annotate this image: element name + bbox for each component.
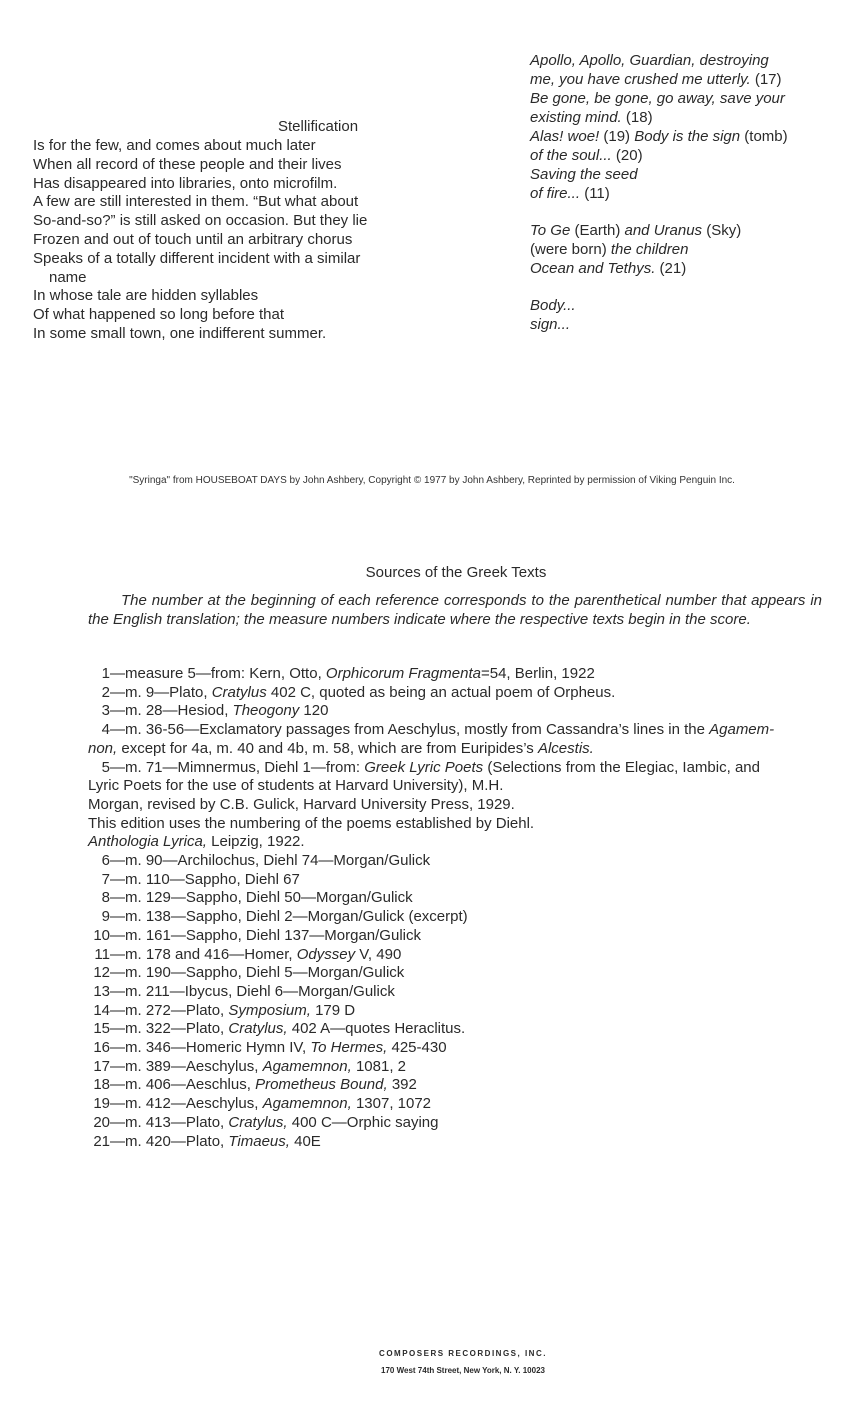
- reference-text: —m. 36-56—Exclamatory passages from Aeschylus, mostly from Cassandra’s lines in the: [110, 721, 710, 739]
- reference-title: Prometheus Bound,: [255, 1076, 388, 1094]
- reference-title: Cratylus,: [228, 1113, 288, 1131]
- reference-number: 18: [93, 1076, 110, 1094]
- poem-line: Is for the few, and comes about much later: [33, 137, 316, 154]
- reference-text: except for 4a, m. 40 and 4b, m. 58, which are from Euripides’s: [117, 739, 538, 757]
- reference-number: 15: [93, 1020, 110, 1038]
- reference-item: [88, 684, 822, 703]
- translation-italic: To Ge: [530, 222, 571, 239]
- reference-number: 1: [101, 665, 110, 682]
- poem-line: In some small town, one indifferent summer.: [33, 324, 327, 342]
- translation-line: [530, 108, 850, 127]
- translation-line: [530, 240, 850, 259]
- reference-item: [88, 1076, 822, 1095]
- poem-line: In whose tale are hidden syllables: [33, 287, 259, 305]
- reference-number: 5: [101, 758, 110, 776]
- reference-text: This edition uses the numbering of the poems established by Diehl.: [88, 814, 535, 832]
- reference-number: 19: [93, 1095, 110, 1113]
- translation-italic: Be gone, be gone, go away, save your: [530, 90, 785, 107]
- reference-item: [88, 1039, 822, 1058]
- reference-text: 402 C, quoted as being an actual poem of Orpheus.: [266, 683, 616, 701]
- translation-ref: (were born): [530, 241, 611, 258]
- translation-line: [530, 296, 850, 315]
- reference-text: —m. 9—Plato,: [110, 683, 212, 701]
- reference-item: [88, 852, 822, 871]
- reference-continuation: [88, 833, 822, 852]
- reference-title: Theogony: [232, 702, 300, 720]
- reference-number: 21: [93, 1132, 110, 1150]
- reference-title: non,: [88, 739, 118, 757]
- reference-text: —m. 129—Sappho, Diehl 50—Morgan/Gulick: [110, 889, 413, 907]
- reference-continuation: [88, 777, 822, 796]
- reference-item: [88, 1002, 822, 1021]
- poem-line: A few are still interested in them. “But what about: [33, 193, 359, 211]
- poem-body: [33, 137, 413, 344]
- reference-text: —m. 211—Ibycus, Diehl 6—Morgan/Gulick: [110, 982, 395, 1000]
- reference-text: V, 490: [355, 945, 402, 963]
- reference-title: Odyssey: [296, 945, 356, 963]
- translation-ref: (tomb): [740, 128, 788, 145]
- poem-title: Stellification: [278, 118, 359, 135]
- reference-text: 392: [387, 1076, 417, 1094]
- reference-number: 20: [93, 1113, 110, 1131]
- translation-line: [530, 184, 850, 203]
- reference-number: 13: [93, 982, 110, 1000]
- reference-text: —measure 5—from: Kern, Otto,: [110, 665, 326, 682]
- translation-italic: Alas! woe!: [530, 128, 600, 145]
- reference-item: [88, 1133, 822, 1152]
- reference-text: —m. 420—Plato,: [110, 1132, 229, 1150]
- translation-italic: Body...: [530, 297, 576, 314]
- reference-text: 1081, 2: [351, 1057, 406, 1075]
- reference-text: Morgan, revised by C.B. Gulick, Harvard University Press, 1929.: [88, 795, 515, 813]
- reference-item: [88, 1114, 822, 1133]
- translation-ref: (Earth): [570, 222, 625, 239]
- reference-item: [88, 1058, 822, 1077]
- reference-text: —m. 28—Hesiod,: [110, 702, 233, 720]
- translation-italic: sign...: [530, 316, 571, 333]
- reference-item: [88, 983, 822, 1002]
- reference-item: [88, 908, 822, 927]
- reference-title: Alcestis.: [537, 739, 594, 757]
- reference-number: 7: [101, 870, 110, 888]
- translation-italic: Saving the seed: [530, 166, 638, 183]
- reference-number: 12: [93, 964, 110, 982]
- copyright-credit: "Syringa" from HOUSEBOAT DAYS by John Ashbery, Copyright © 1977 by John Ashbery, Reprinted by permission of Viking Penguin Inc.: [129, 475, 735, 486]
- reference-item: [88, 946, 822, 965]
- reference-item: [88, 871, 822, 890]
- reference-item: [88, 889, 822, 908]
- translation-line: [530, 315, 850, 334]
- reference-text: —m. 71—Mimnermus, Diehl 1—from:: [110, 758, 365, 776]
- publisher-name: COMPOSERS RECORDINGS, INC.: [379, 1349, 547, 1358]
- reference-title: Cratylus: [211, 683, 267, 701]
- translation-ref: (18): [621, 109, 653, 126]
- publisher-address: 170 West 74th Street, New York, N. Y. 10023: [381, 1366, 545, 1375]
- translation-ref: (Sky): [702, 222, 742, 239]
- reference-text: 402 A—quotes Heraclitus.: [287, 1020, 466, 1038]
- translation-line: [530, 70, 850, 89]
- reference-text: 400 C—Orphic saying: [287, 1113, 439, 1131]
- translation-ref: (17): [750, 71, 782, 88]
- translation-ref: (21): [655, 260, 687, 277]
- reference-text: —m. 178 and 416—Homer,: [110, 945, 297, 963]
- reference-text: —m. 412—Aeschylus,: [110, 1095, 263, 1113]
- reference-number: 10: [93, 926, 110, 944]
- reference-continuation: [88, 796, 822, 815]
- reference-item: [88, 1020, 822, 1039]
- reference-text: Leipzig, 1922.: [206, 833, 305, 851]
- reference-text: 179 D: [310, 1001, 356, 1019]
- reference-text: —m. 110—Sappho, Diehl 67: [110, 870, 300, 888]
- translation-line: [530, 259, 850, 278]
- reference-title: Cratylus,: [228, 1020, 288, 1038]
- translation-line: [530, 51, 850, 70]
- reference-text: —m. 161—Sappho, Diehl 137—Morgan/Gulick: [110, 926, 421, 944]
- reference-text: —m. 389—Aeschylus,: [110, 1057, 263, 1075]
- reference-title: Agamem-: [709, 721, 775, 739]
- reference-text: —m. 138—Sappho, Diehl 2—Morgan/Gulick (excerpt): [110, 908, 468, 926]
- reference-item: [88, 721, 822, 740]
- translation-italic: Body is the sign: [634, 128, 741, 145]
- reference-item: [88, 964, 822, 983]
- reference-item: [88, 702, 822, 721]
- reference-number: 4: [101, 721, 110, 739]
- translation-ref: (11): [580, 185, 610, 202]
- translation-italic: Apollo, Apollo, Guardian, destroying: [530, 52, 769, 69]
- poem-line: Frozen and out of touch until an arbitrary chorus: [33, 230, 353, 248]
- translation-column: [530, 51, 850, 334]
- reference-continuation: [88, 815, 822, 834]
- translation-italic: existing mind.: [530, 109, 622, 126]
- poem-line: Of what happened so long before that: [33, 306, 285, 324]
- reference-title: Orphicorum Fragmenta: [325, 665, 481, 682]
- reference-title: Greek Lyric Poets: [364, 758, 484, 776]
- reference-item: [88, 665, 822, 684]
- reference-number: 11: [94, 945, 110, 963]
- reference-text: 1307, 1072: [351, 1095, 432, 1113]
- reference-title: Agamemnon,: [262, 1057, 352, 1075]
- reference-title: Timaeus,: [228, 1132, 290, 1150]
- poem-line: When all record of these people and their lives: [33, 155, 342, 173]
- reference-number: 6: [101, 852, 110, 870]
- reference-number: 14: [93, 1001, 110, 1019]
- reference-text: —m. 346—Homeric Hymn IV,: [110, 1039, 311, 1057]
- translation-italic: and Uranus: [624, 222, 703, 239]
- reference-text: —m. 272—Plato,: [110, 1001, 229, 1019]
- reference-text: Lyric Poets for the use of students at Harvard University), M.H.: [88, 777, 504, 795]
- translation-italic: Ocean and Tethys.: [530, 260, 656, 277]
- reference-text: =54, Berlin, 1922: [480, 665, 595, 682]
- reference-text: —m. 190—Sappho, Diehl 5—Morgan/Gulick: [110, 964, 405, 982]
- reference-text: —m. 322—Plato,: [110, 1020, 229, 1038]
- reference-title: To Hermes,: [310, 1039, 388, 1057]
- translation-italic: me, you have crushed me utterly.: [530, 71, 751, 88]
- translation-line: [530, 221, 850, 240]
- poem-line: Speaks of a totally different incident with a similar: [33, 249, 361, 267]
- translation-ref: (19): [599, 128, 635, 145]
- poem-line: name: [49, 268, 87, 286]
- reference-continuation: [88, 740, 822, 759]
- reference-number: 16: [93, 1039, 110, 1057]
- sources-intro: The number at the beginning of each reference corresponds to the parenthetical number that appears in the English translation; the measure numbers indicate where the respective texts begin in the score.: [88, 592, 822, 628]
- translation-line: [530, 165, 850, 184]
- reference-text: (Selections from the Elegiac, Iambic, and: [483, 758, 760, 776]
- poem-line: Has disappeared into libraries, onto microfilm.: [33, 174, 338, 192]
- sources-title: Sources of the Greek Texts: [365, 564, 547, 581]
- reference-list: [88, 665, 822, 1151]
- reference-text: —m. 406—Aeschlus,: [110, 1076, 256, 1094]
- reference-item: [88, 927, 822, 946]
- translation-italic: the children: [610, 241, 689, 258]
- reference-title: Agamemnon,: [262, 1095, 352, 1113]
- reference-text: 40E: [289, 1132, 321, 1150]
- poem-line: So-and-so?” is still asked on occasion. But they lie: [33, 212, 368, 230]
- translation-line: [530, 89, 850, 108]
- reference-number: 17: [93, 1057, 110, 1075]
- translation-ref: (20): [611, 147, 643, 164]
- reference-title: Symposium,: [228, 1001, 311, 1019]
- translation-italic: of the soul...: [530, 147, 612, 164]
- reference-text: 425-430: [387, 1039, 447, 1057]
- translation-line: [530, 146, 850, 165]
- translation-line: [530, 127, 850, 146]
- reference-item: [88, 759, 822, 778]
- reference-number: 8: [101, 889, 110, 907]
- reference-text: —m. 413—Plato,: [110, 1113, 229, 1131]
- translation-italic: of fire...: [530, 185, 581, 202]
- reference-text: —m. 90—Archilochus, Diehl 74—Morgan/Gulick: [110, 852, 431, 870]
- reference-number: 3: [101, 702, 110, 720]
- reference-item: [88, 1095, 822, 1114]
- reference-text: 120: [299, 702, 329, 720]
- reference-number: 9: [101, 908, 110, 926]
- reference-number: 2: [101, 683, 110, 701]
- reference-title: Anthologia Lyrica,: [88, 833, 207, 851]
